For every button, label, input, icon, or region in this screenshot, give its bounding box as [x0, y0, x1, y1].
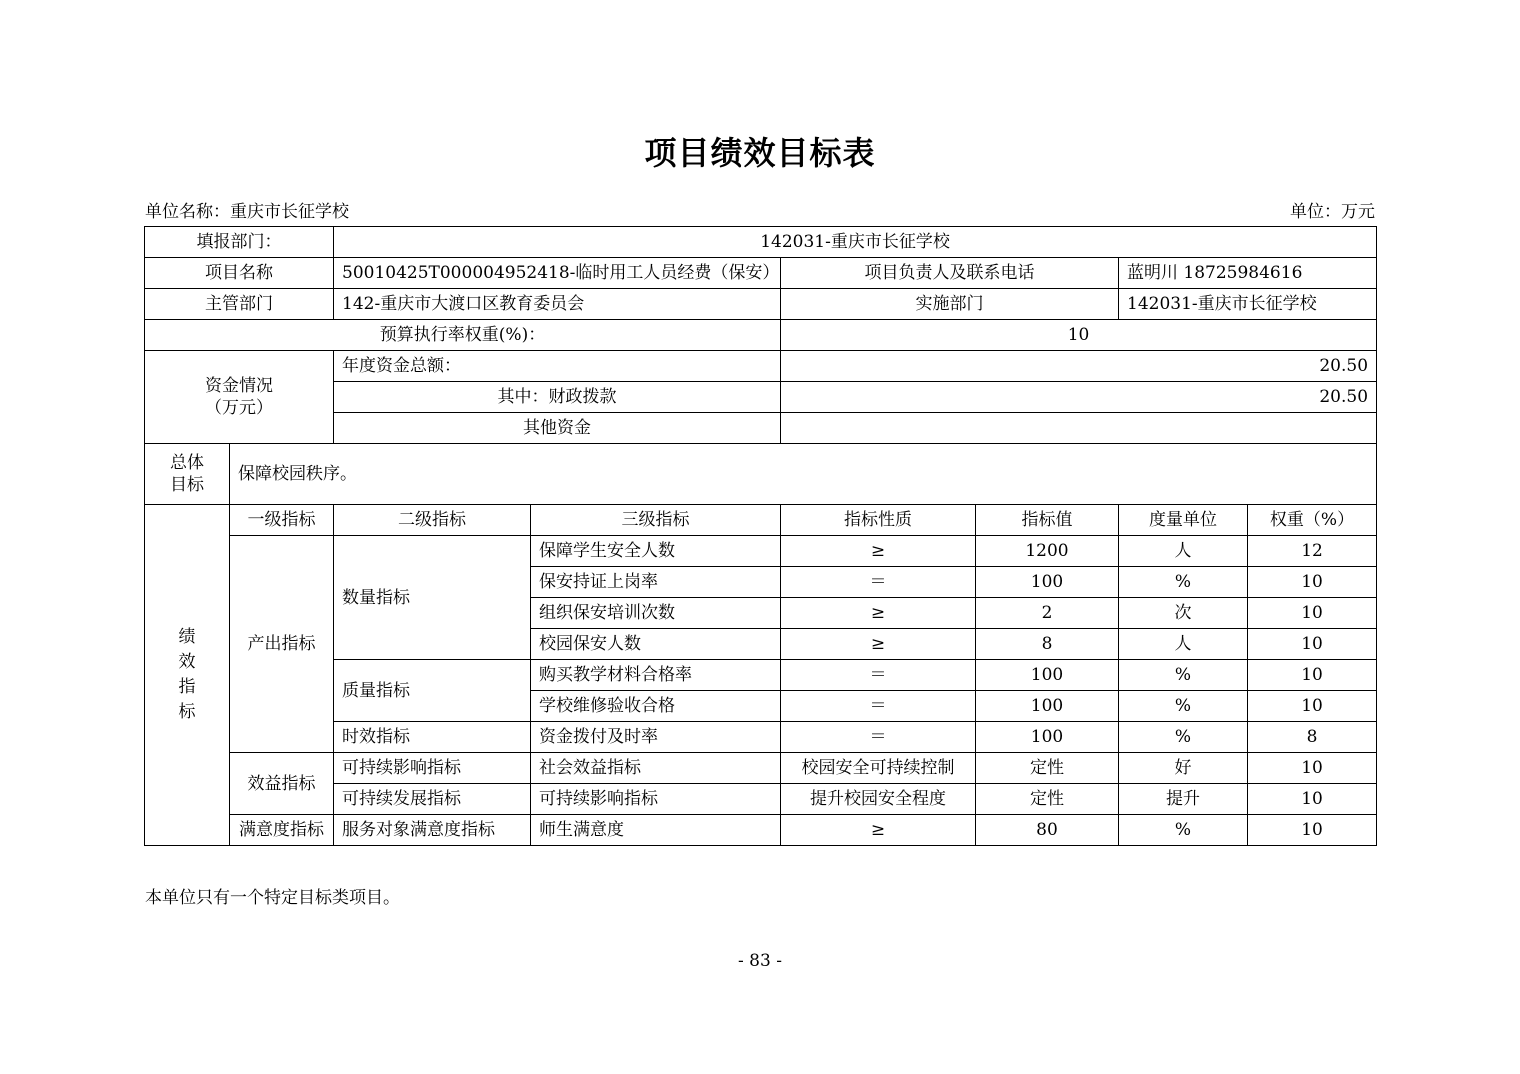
- table-row: [145, 505, 1377, 536]
- performance-target-table: [144, 226, 1377, 846]
- quality-label: 质量指标: [334, 660, 531, 722]
- indicator-unit: %: [1119, 722, 1248, 753]
- header-cell: 二级指标: [334, 505, 531, 536]
- indicator-name: 保障学生安全人数: [531, 536, 781, 567]
- budget-rate-label: 预算执行率权重(%)：: [145, 320, 781, 351]
- sust-impact-label: 可持续影响指标: [334, 753, 531, 784]
- header-cell: 一级指标: [230, 505, 334, 536]
- indicators-side-label: [145, 505, 230, 846]
- table-row: [145, 227, 1377, 258]
- funds-label-line1: 资金情况: [205, 376, 273, 396]
- indicator-unit: 人: [1119, 536, 1248, 567]
- header-cell: 指标性质: [781, 505, 976, 536]
- indicator-name: 可持续影响指标: [531, 784, 781, 815]
- funds-fiscal-label: 其中：财政拨款: [334, 382, 781, 413]
- project-name-label: 项目名称: [145, 258, 334, 289]
- funds-label-line2: （万元）: [205, 398, 273, 418]
- owner-value: 蓝明川 18725984616: [1119, 258, 1377, 289]
- satisfaction-label: 满意度指标: [230, 815, 334, 846]
- indicator-unit: 人: [1119, 629, 1248, 660]
- indicator-unit: 提升: [1119, 784, 1248, 815]
- header-cell: 权重（%）: [1248, 505, 1377, 536]
- quantity-label: 数量指标: [334, 536, 531, 660]
- table-row: [145, 444, 1377, 505]
- output-label: 产出指标: [230, 536, 334, 753]
- table-row: [145, 320, 1377, 351]
- indicator-value: 80: [976, 815, 1119, 846]
- indicator-nature: ＝: [781, 691, 976, 722]
- currency-unit: 单位：万元: [1290, 202, 1375, 222]
- indicator-value: 100: [976, 660, 1119, 691]
- indicator-name: 社会效益指标: [531, 753, 781, 784]
- indicator-value: 100: [976, 722, 1119, 753]
- indicator-name: 保安持证上岗率: [531, 567, 781, 598]
- benefit-label: 效益指标: [230, 753, 334, 815]
- page-number: - 83 -: [738, 951, 782, 971]
- goal-label-line1: 总体: [170, 453, 204, 473]
- unit-name: 单位名称：重庆市长征学校: [145, 202, 349, 222]
- indicator-weight: 12: [1248, 536, 1377, 567]
- indicator-value: 1200: [976, 536, 1119, 567]
- indicator-name: 购买教学材料合格率: [531, 660, 781, 691]
- supervisor-label: 主管部门: [145, 289, 334, 320]
- service-label: 服务对象满意度指标: [334, 815, 531, 846]
- goal-label: [145, 444, 230, 505]
- page-title: 项目绩效目标表: [644, 134, 876, 172]
- indicator-value: 8: [976, 629, 1119, 660]
- funds-total-value: 20.50: [781, 351, 1377, 382]
- indicator-nature: ≥: [781, 815, 976, 846]
- table-row: [145, 258, 1377, 289]
- indicator-value: 定性: [976, 753, 1119, 784]
- indicator-name: 组织保安培训次数: [531, 598, 781, 629]
- fill-dept-label: 填报部门：: [145, 227, 334, 258]
- indicator-nature: ＝: [781, 660, 976, 691]
- impl-dept-value: 142031-重庆市长征学校: [1119, 289, 1377, 320]
- funds-other-label: 其他资金: [334, 413, 781, 444]
- indicator-nature: ＝: [781, 722, 976, 753]
- indicator-name: 资金拨付及时率: [531, 722, 781, 753]
- table-row: [145, 536, 1377, 567]
- funds-total-label: 年度资金总额：: [334, 351, 781, 382]
- table-row: [145, 753, 1377, 784]
- indicator-unit: 次: [1119, 598, 1248, 629]
- fill-dept-value: 142031-重庆市长征学校: [334, 227, 1377, 258]
- indicator-value: 定性: [976, 784, 1119, 815]
- indicator-name: 师生满意度: [531, 815, 781, 846]
- goal-text: 保障校园秩序。: [230, 444, 1377, 505]
- indicator-unit: %: [1119, 815, 1248, 846]
- sust-dev-label: 可持续发展指标: [334, 784, 531, 815]
- indicator-weight: 10: [1248, 784, 1377, 815]
- indicator-weight: 10: [1248, 629, 1377, 660]
- header-cell: 度量单位: [1119, 505, 1248, 536]
- indicator-nature: ≥: [781, 536, 976, 567]
- indicator-value: 100: [976, 691, 1119, 722]
- indicator-name: 校园保安人数: [531, 629, 781, 660]
- indicator-unit: %: [1119, 660, 1248, 691]
- supervisor-value: 142-重庆市大渡口区教育委员会: [334, 289, 781, 320]
- goal-label-line2: 目标: [170, 475, 204, 495]
- indicators-side-text: 绩效指标: [178, 627, 196, 722]
- funds-fiscal-value: 20.50: [781, 382, 1377, 413]
- funds-other-value: [781, 413, 1377, 444]
- table-row: [145, 815, 1377, 846]
- indicator-weight: 10: [1248, 660, 1377, 691]
- indicator-nature: ＝: [781, 567, 976, 598]
- indicator-nature: ≥: [781, 598, 976, 629]
- owner-label: 项目负责人及联系电话: [781, 258, 1119, 289]
- project-name-value: 50010425T000004952418-临时用工人员经费（保安）: [334, 258, 781, 289]
- indicator-unit: 好: [1119, 753, 1248, 784]
- impl-dept-label: 实施部门: [781, 289, 1119, 320]
- indicator-weight: 10: [1248, 753, 1377, 784]
- timeliness-label: 时效指标: [334, 722, 531, 753]
- header-cell: 三级指标: [531, 505, 781, 536]
- indicator-nature: ≥: [781, 629, 976, 660]
- indicator-nature: 校园安全可持续控制: [781, 753, 976, 784]
- indicator-weight: 10: [1248, 567, 1377, 598]
- indicator-value: 2: [976, 598, 1119, 629]
- indicator-weight: 10: [1248, 815, 1377, 846]
- table-row: [145, 289, 1377, 320]
- indicator-weight: 8: [1248, 722, 1377, 753]
- indicator-unit: %: [1119, 567, 1248, 598]
- indicator-unit: %: [1119, 691, 1248, 722]
- header-cell: 指标值: [976, 505, 1119, 536]
- funds-label: [145, 351, 334, 444]
- indicator-name: 学校维修验收合格: [531, 691, 781, 722]
- indicator-weight: 10: [1248, 691, 1377, 722]
- indicator-weight: 10: [1248, 598, 1377, 629]
- table-row: [145, 351, 1377, 382]
- budget-rate-value: 10: [781, 320, 1377, 351]
- indicator-value: 100: [976, 567, 1119, 598]
- indicator-nature: 提升校园安全程度: [781, 784, 976, 815]
- footnote: 本单位只有一个特定目标类项目。: [145, 888, 400, 908]
